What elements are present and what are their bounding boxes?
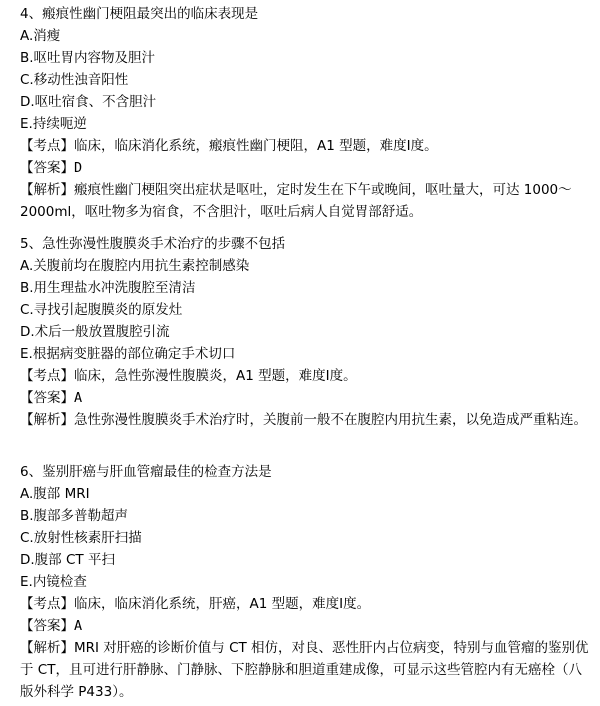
kaodian-label: 【考点】 [20,138,74,154]
option-a: A.消瘦 [20,28,61,44]
analysis-label: 【解析】 [20,640,74,656]
question-title: 6、鉴别肝癌与肝血管瘤最佳的检查方法是 [20,464,272,480]
option-a: A.腹部 MRI [20,486,90,502]
answer-text: D [74,160,83,176]
analysis-text: 瘢痕性幽门梗阻突出症状是呕吐，定时发生在下午或晚间，呕吐量大，可达 1000～2000ml，呕吐物多为宿食，不含胆汁，呕吐后病人自觉胃部舒适。 [20,182,572,220]
answer-text: A [74,390,83,406]
answer-text: A [74,618,83,634]
kaodian-label: 【考点】 [20,596,74,612]
question-title: 5、急性弥漫性腹膜炎手术治疗的步骤不包括 [20,236,286,252]
answer-line [20,615,592,637]
analysis-text: MRI 对肝癌的诊断价值与 CT 相仿，对良、恶性肝内占位病变，特别与血管瘤的鉴别优于 CT，且可进行肝静脉、门静脉、下腔静脉和胆道重建成像，可显示这些管腔内有无癌栓（八版外科学 P433）。 [20,640,589,700]
option-d: D.呕吐宿食、不含胆汁 [20,94,157,110]
answer-line [20,157,592,179]
option-e: E.内镜检查 [20,574,87,590]
answer-label: 【答案】 [20,618,74,634]
analysis-block [20,637,592,703]
question-6 [20,461,592,703]
option-c: C.放射性核素肝扫描 [20,530,142,546]
kaodian-line [20,593,592,615]
kaodian-line [20,365,592,387]
analysis-label: 【解析】 [20,182,74,198]
analysis-block [20,179,592,223]
question-4 [20,3,592,223]
option-a: A.关腹前均在腹腔内用抗生素控制感染 [20,258,250,274]
option-b: B.呕吐胃内容物及胆汁 [20,50,156,66]
option-e: E.持续呃逆 [20,116,87,132]
option-e: E.根据病变脏器的部位确定手术切口 [20,346,236,362]
kaodian-line [20,135,592,157]
option-b: B.用生理盐水冲洗腹腔至清洁 [20,280,196,296]
option-d: D.术后一般放置腹腔引流 [20,324,170,340]
analysis-text: 急性弥漫性腹膜炎手术治疗时，关腹前一般不在腹腔内用抗生素，以免造成严重粘连。 [74,412,587,428]
answer-line [20,387,592,409]
kaodian-text: 临床，急性弥漫性腹膜炎，A1 型题，难度Ⅰ度。 [74,368,357,384]
kaodian-text: 临床，临床消化系统，肝癌，A1 型题，难度Ⅰ度。 [74,596,371,612]
option-d: D.腹部 CT 平扫 [20,552,115,568]
question-5 [20,233,592,431]
kaodian-label: 【考点】 [20,368,74,384]
analysis-block [20,409,592,431]
option-c: C.寻找引起腹膜炎的原发灶 [20,302,183,318]
answer-label: 【答案】 [20,390,74,406]
analysis-label: 【解析】 [20,412,74,428]
answer-label: 【答案】 [20,160,74,176]
option-b: B.腹部多普勒超声 [20,508,129,524]
kaodian-text: 临床，临床消化系统，瘢痕性幽门梗阻，A1 型题，难度Ⅰ度。 [74,138,438,154]
question-title: 4、瘢痕性幽门梗阻最突出的临床表现是 [20,6,259,22]
option-c: C.移动性浊音阳性 [20,72,129,88]
